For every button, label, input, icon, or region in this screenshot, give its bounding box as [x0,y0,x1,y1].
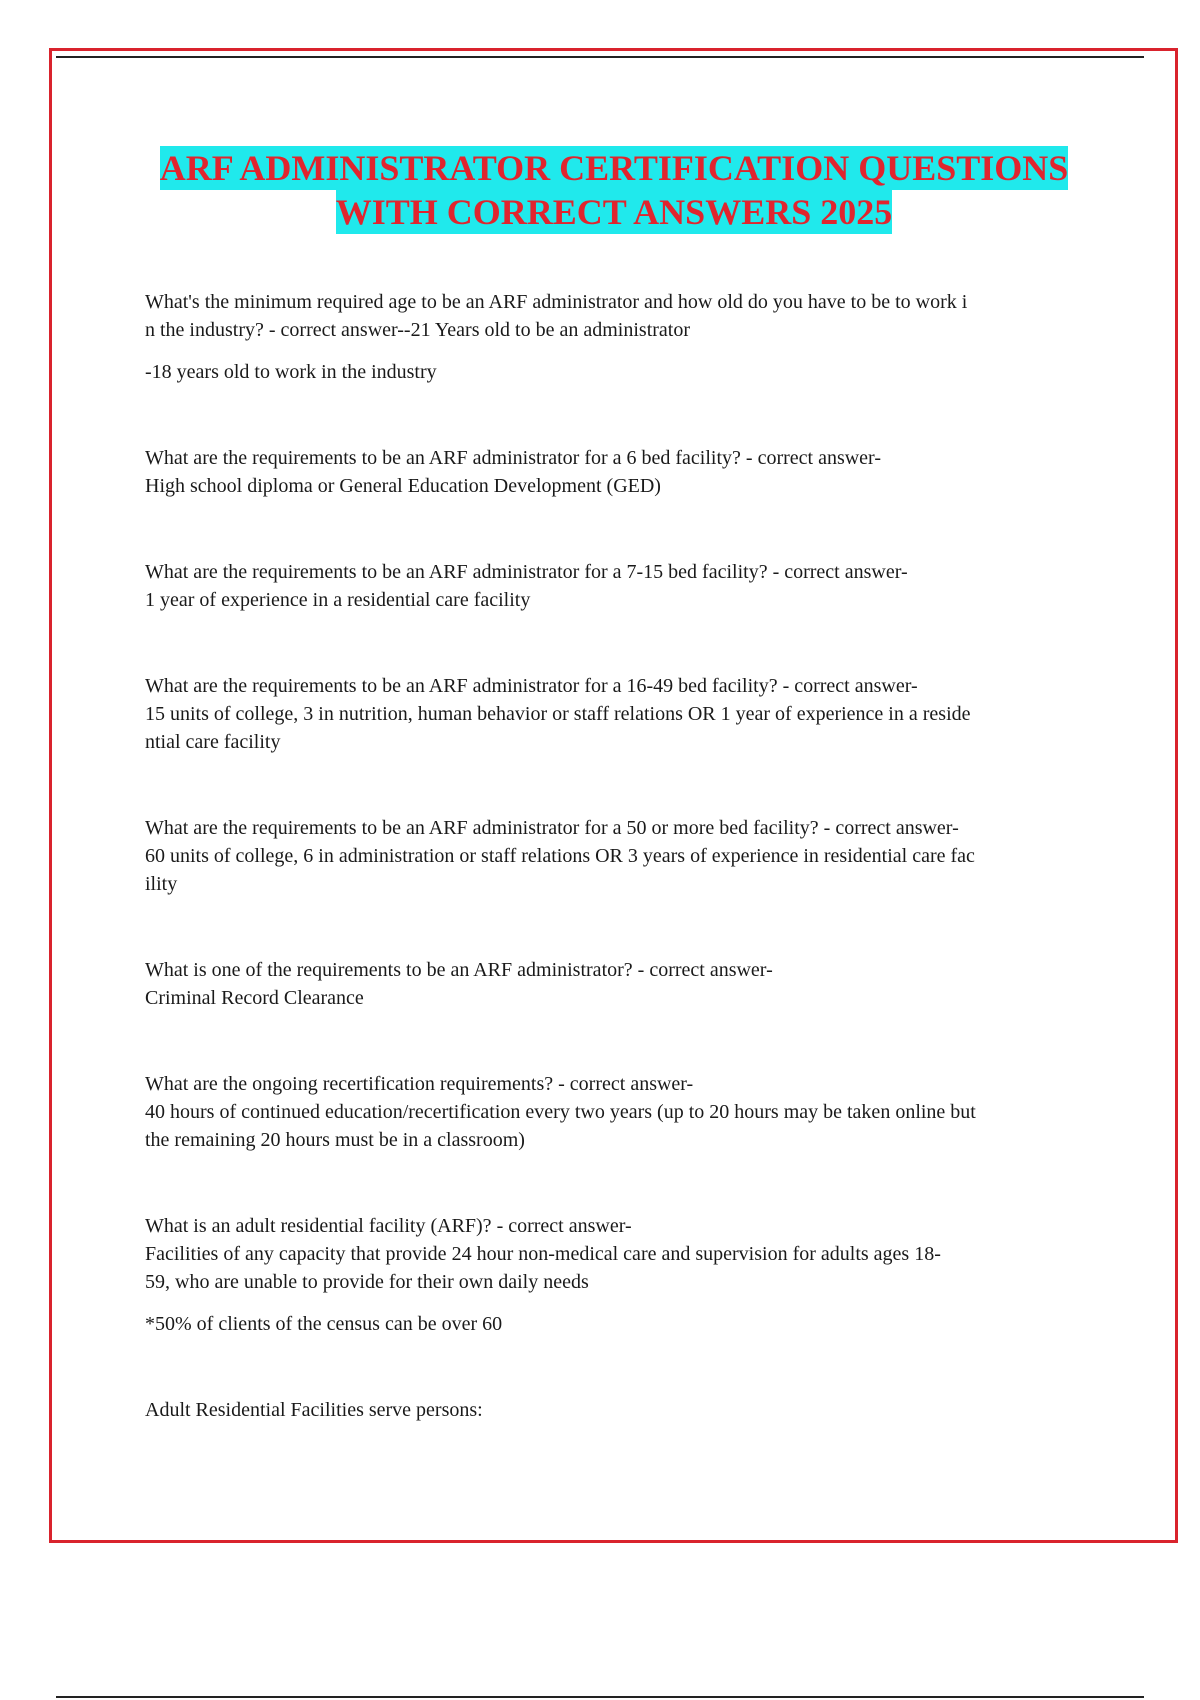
qa-item [145,558,1085,614]
qa-text: Adult Residential Facilities serve persons: [145,1399,483,1421]
title-line-1: ARF ADMINISTRATOR CERTIFICATION QUESTIONS [159,148,1069,188]
qa-text: What are the requirements to be an ARF administrator for a 7-15 bed facility? - correct answer- 1 year of experience in a residential care facility [145,561,908,611]
qa-text: What are the requirements to be an ARF administrator for a 16-49 bed facility? - correct answer- 15 units of college, 3 in nutrition, human behavior or staff relations OR 1 year of experience in a reside ntial care facility [145,675,971,753]
qa-text: What are the ongoing recertification requirements? - correct answer- 40 hours of continued education/recertification every two years (up to 20 hours may be taken online but the remaining 20 hours must be in a classroom) [145,1073,976,1151]
qa-item [145,1396,1085,1424]
qa-text: What is an adult residential facility (ARF)? - correct answer- Facilities of any capacity that provide 24 hour non-medical care and supervision for adults ages 18- 59, who are unable to provide for their own daily needs [145,1215,941,1293]
qa-item [145,444,1085,500]
qa-item [145,956,1085,1012]
qa-item [145,672,1085,756]
qa-text: What's the minimum required age to be an ARF administrator and how old do you have to be to work i n the industry? - correct answer--21 Years old to be an administrator [145,291,968,341]
bottom-rule [56,1696,1144,1698]
qa-item [145,1212,1085,1338]
document-title [0,146,1200,234]
qa-extra: *50% of clients of the census can be over 60 [145,1313,503,1335]
qa-text: What are the requirements to be an ARF administrator for a 6 bed facility? - correct answer- High school diploma or General Education Development (GED) [145,447,881,497]
qa-extra: -18 years old to work in the industry [145,361,437,383]
qa-item [145,814,1085,898]
title-line-2: WITH CORRECT ANSWERS 2025 [335,192,893,232]
qa-list [145,288,1085,1482]
qa-text: What is one of the requirements to be an ARF administrator? - correct answer- Criminal Record Clearance [145,959,773,1009]
qa-item [145,1070,1085,1154]
qa-item [145,288,1085,386]
qa-text: What are the requirements to be an ARF administrator for a 50 or more bed facility? - correct answer- 60 units of college, 6 in administration or staff relations OR 3 years of experience in residential care fac ility [145,817,975,895]
